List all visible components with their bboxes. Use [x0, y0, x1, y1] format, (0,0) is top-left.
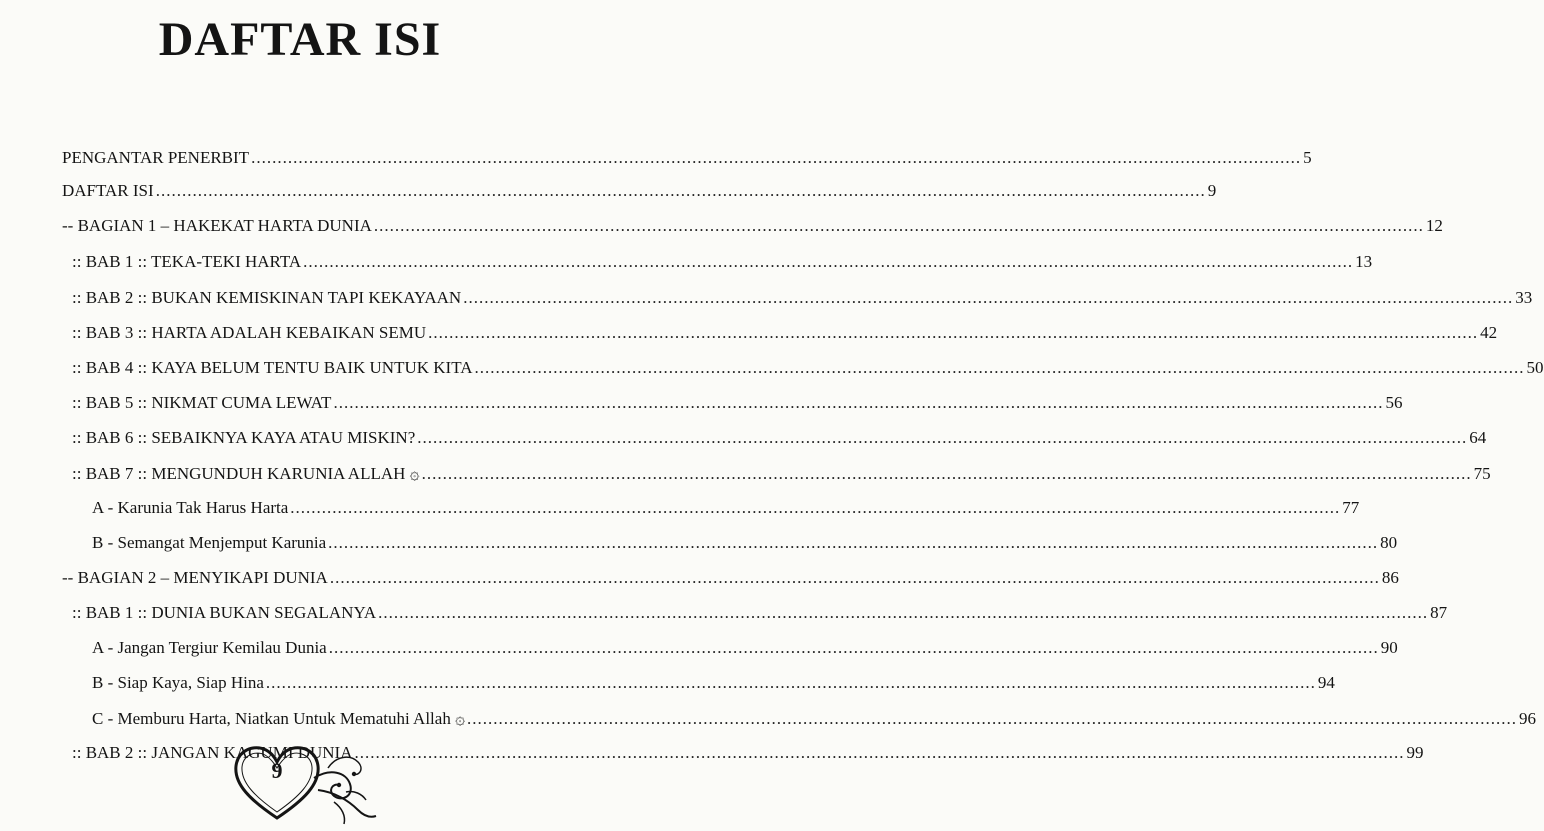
toc-entry[interactable]	[92, 673, 1335, 703]
dot-leader: ........................................................................................................................................................................................................	[251, 148, 1302, 167]
toc-entry-page: 75	[1473, 464, 1491, 483]
toc-entry-label: :: BAB 7 :: MENGUNDUH KARUNIA ALLAH ۞	[72, 464, 420, 483]
toc-entry-label: PENGANTAR PENERBIT	[62, 148, 250, 167]
toc-entry-label: -- BAGIAN 2 – MENYIKAPI DUNIA	[62, 568, 328, 587]
toc-entry[interactable]	[72, 288, 1533, 318]
toc-entry-page: 50	[1526, 358, 1544, 377]
toc-entry[interactable]	[62, 216, 1443, 246]
toc-entry-page: 9	[1207, 181, 1217, 200]
dot-leader: ........................................................................................................................................................................................................	[328, 533, 1379, 552]
toc-entry[interactable]	[72, 428, 1487, 458]
toc-entry[interactable]	[72, 358, 1544, 388]
toc-entry-page: 12	[1425, 216, 1443, 235]
toc-entry-page: 77	[1342, 498, 1360, 517]
dot-leader: ........................................................................................................................................................................................................	[417, 428, 1468, 447]
dot-leader: ........................................................................................................................................................................................................	[303, 252, 1354, 271]
toc-entry-label: :: BAB 1 :: TEKA-TEKI HARTA	[72, 252, 302, 271]
dot-leader: ........................................................................................................................................................................................................	[333, 393, 1384, 412]
toc-entry-label: :: BAB 3 :: HARTA ADALAH KEBAIKAN SEMU	[72, 323, 427, 342]
toc-entry-page: 33	[1515, 288, 1533, 307]
page-number-ornament	[230, 738, 380, 826]
dot-leader: ........................................................................................................................................................................................................	[463, 288, 1514, 307]
toc-entry[interactable]	[92, 533, 1398, 563]
toc-entry-page: 42	[1480, 323, 1498, 342]
dot-leader: ........................................................................................................................................................................................................	[265, 673, 1316, 692]
dot-leader: ........................................................................................................................................................................................................	[474, 358, 1525, 377]
toc-entry-page: 56	[1385, 393, 1403, 412]
toc-entry-page: 94	[1317, 673, 1335, 692]
toc-entry-label: DAFTAR ISI	[62, 181, 154, 200]
toc-entry-label: B - Semangat Menjemput Karunia	[92, 533, 327, 552]
toc-entry-label: :: BAB 5 :: NIKMAT CUMA LEWAT	[72, 393, 332, 412]
dot-leader: ........................................................................................................................................................................................................	[373, 216, 1424, 235]
toc-entry-label: A - Karunia Tak Harus Harta	[92, 498, 289, 517]
dot-leader: ........................................................................................................................................................................................................	[155, 181, 1206, 200]
toc-entry[interactable]	[72, 323, 1498, 353]
toc-entry-label: B - Siap Kaya, Siap Hina	[92, 673, 264, 692]
dot-leader: ........................................................................................................................................................................................................	[428, 323, 1479, 342]
page-number: 9	[271, 758, 283, 783]
toc-entry-page: 86	[1381, 568, 1399, 587]
toc-entry-page: 5	[1303, 148, 1312, 167]
toc-entry-page: 96	[1519, 709, 1537, 728]
toc-entry[interactable]	[92, 638, 1398, 668]
toc-entry-label: :: BAB 4 :: KAYA BELUM TENTU BAIK UNTUK KITA	[72, 358, 473, 377]
page-title: DAFTAR ISI	[158, 13, 442, 66]
toc-entry-label: :: BAB 2 :: JANGAN KAGUMI DUNIA	[72, 743, 353, 762]
toc-entry-label: :: BAB 1 :: DUNIA BUKAN SEGALANYA	[72, 603, 377, 622]
toc-entry-page: 13	[1355, 252, 1373, 271]
dot-leader: ........................................................................................................................................................................................................	[378, 603, 1429, 622]
toc-entry[interactable]	[92, 498, 1360, 528]
toc-entry[interactable]	[62, 181, 1217, 211]
dot-leader: ........................................................................................................................................................................................................	[421, 464, 1472, 483]
toc-entry[interactable]	[92, 708, 1537, 738]
toc-entry-page: 87	[1430, 603, 1448, 622]
toc-entry-label: :: BAB 6 :: SEBAIKNYA KAYA ATAU MISKIN?	[72, 428, 416, 447]
dot-leader: ........................................................................................................................................................................................................	[354, 743, 1405, 762]
toc-entry[interactable]	[72, 463, 1491, 493]
toc-entry[interactable]	[62, 148, 1312, 178]
dot-leader: ........................................................................................................................................................................................................	[290, 498, 1341, 517]
toc-entry[interactable]	[72, 603, 1448, 633]
toc-entry-page: 99	[1406, 743, 1424, 762]
toc-entry-label: A - Jangan Tergiur Kemilau Dunia	[92, 638, 327, 657]
toc-entry-label: -- BAGIAN 1 – HAKEKAT HARTA DUNIA	[62, 216, 372, 235]
toc-entry-page: 64	[1469, 428, 1487, 447]
dot-leader: ........................................................................................................................................................................................................	[328, 638, 1379, 657]
toc-entry-label: :: BAB 2 :: BUKAN KEMISKINAN TAPI KEKAYAAN	[72, 288, 462, 307]
dot-leader: ........................................................................................................................................................................................................	[467, 709, 1518, 728]
toc-entry[interactable]	[62, 568, 1399, 598]
toc-entry-page: 80	[1380, 533, 1398, 552]
toc-entry[interactable]	[72, 252, 1373, 282]
toc-entry-label: C - Memburu Harta, Niatkan Untuk Mematuhi Allah ۞	[92, 709, 466, 728]
toc-entry-page: 90	[1380, 638, 1398, 657]
toc-entry[interactable]	[72, 393, 1403, 423]
dot-leader: ........................................................................................................................................................................................................	[329, 568, 1380, 587]
